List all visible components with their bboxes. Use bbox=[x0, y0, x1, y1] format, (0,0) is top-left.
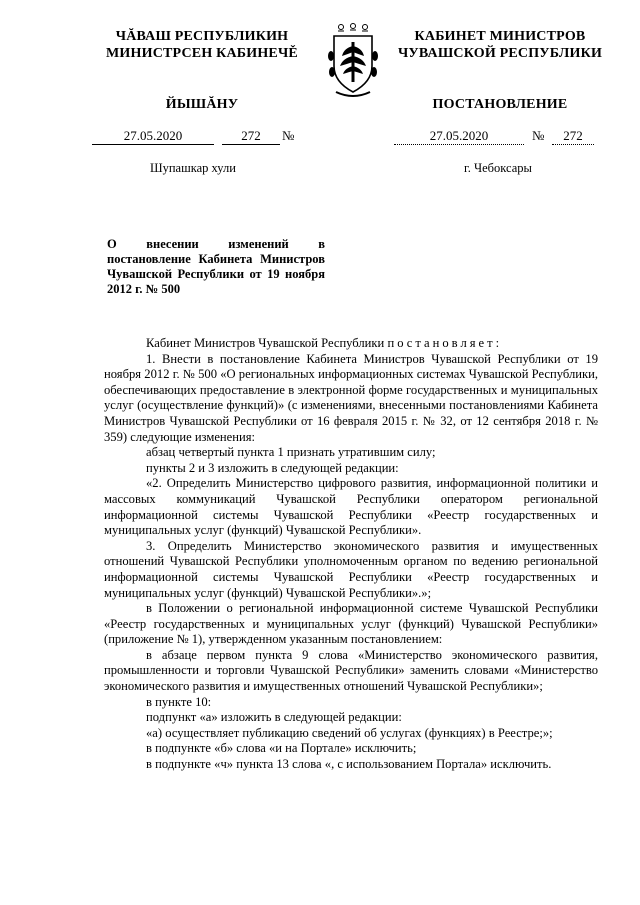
body-paragraph: в Положении о региональной информационной системе Чувашской Республики «Реестр государственных и муниципальных услуг (функций) Чувашской Республики» (приложение № 1), утвержденном указанным постановлением: bbox=[104, 601, 598, 647]
date-line-right bbox=[394, 128, 604, 144]
body-paragraph: в подпункте «ч» пункта 13 слова «, с использованием Портала» исключить. bbox=[146, 757, 552, 772]
number-sign-left: № bbox=[282, 128, 295, 143]
header-right-line1: КАБИНЕТ МИНИСТРОВ bbox=[414, 29, 586, 44]
intro-decree: постановляет: bbox=[387, 336, 503, 350]
body-paragraph: подпункт «а» изложить в следующей редакции: bbox=[146, 710, 402, 725]
header-right-line2: ЧУВАШСКОЙ РЕСПУБЛИКИ bbox=[397, 46, 603, 61]
body-paragraph: в пункте 10: bbox=[146, 694, 212, 709]
body-paragraph: 1. Внести в постановление Кабинета Министров Чувашской Республики от 19 ноября 2012 г. № 500 «О региональных информационных системах Чувашской Республики, обеспечивающих предоставление в электронной форме государственных и муниципальных услуг (осуществление функций)» (с изменениями, внесенными постановлениями Кабинета Министров Чувашской Республики от 16 февраля 2015 г. № 32, от 12 сентября 2018 г. № 359) следующие изменения: bbox=[104, 351, 598, 444]
coat-of-arms-icon bbox=[326, 22, 380, 102]
body-paragraph: в абзаце первом пункта 9 слова «Министерство экономического развития, промышленности и торговли Чувашской Республики» заменить словами «Министерство экономического развития и имущественных отношений Чувашской Республики»; bbox=[104, 647, 598, 694]
city-left: Шупашкар хули bbox=[150, 161, 236, 175]
header-left-block bbox=[92, 28, 312, 62]
body-paragraph: абзац четвертый пункта 1 признать утратившим силу; bbox=[146, 445, 436, 460]
body-paragraph: пункты 2 и 3 изложить в следующей редакции: bbox=[146, 460, 399, 475]
intro-prefix: Кабинет Министров Чувашской Республики bbox=[146, 336, 385, 350]
body-paragraph: в подпункте «б» слова «и на Портале» исключить; bbox=[146, 741, 417, 756]
document-title: О внесении изменений в постановление Кабинета Министров Чувашской Республики от 19 ноября 2012 г. № 500 bbox=[107, 237, 325, 296]
number-left: 272 bbox=[222, 128, 280, 145]
number-right: 272 bbox=[552, 128, 594, 145]
header-left-line2: МИНИСТРСЕН КАБИНЕЧĚ bbox=[106, 46, 298, 61]
date-left: 27.05.2020 bbox=[92, 128, 214, 145]
date-line-left bbox=[92, 128, 322, 144]
document-body bbox=[104, 336, 598, 773]
body-paragraph: «2. Определить Министерство цифрового развития, информационной политики и массовых коммуникаций Чувашской Республики оператором региональной информационной системы Чувашской Республики «Реестр государственных и муниципальных услуг (функций) Чувашской Республики». bbox=[104, 476, 598, 538]
body-paragraph: 3. Определить Министерство экономического развития и имущественных отношений Чувашской Республики уполномоченным органом по ведению региональной информационной системы Чувашской Республики «Реестр государственных и муниципальных услуг (функций) Чувашской Республики».»; bbox=[104, 538, 598, 600]
doctype-right: ПОСТАНОВЛЕНИЕ bbox=[432, 97, 568, 112]
city-right: г. Чебоксары bbox=[464, 161, 532, 175]
intro-paragraph bbox=[104, 336, 598, 352]
header-left-line1: ЧĂВАШ РЕСПУБЛИКИН bbox=[115, 29, 289, 44]
body-paragraph: «а) осуществляет публикацию сведений об услугах (функциях) в Реестре;»; bbox=[146, 725, 553, 740]
number-sign-right: № bbox=[532, 128, 545, 143]
date-right: 27.05.2020 bbox=[394, 128, 524, 145]
header-right-block bbox=[380, 28, 620, 62]
doctype-left: ЙЫШĂНУ bbox=[165, 97, 239, 112]
